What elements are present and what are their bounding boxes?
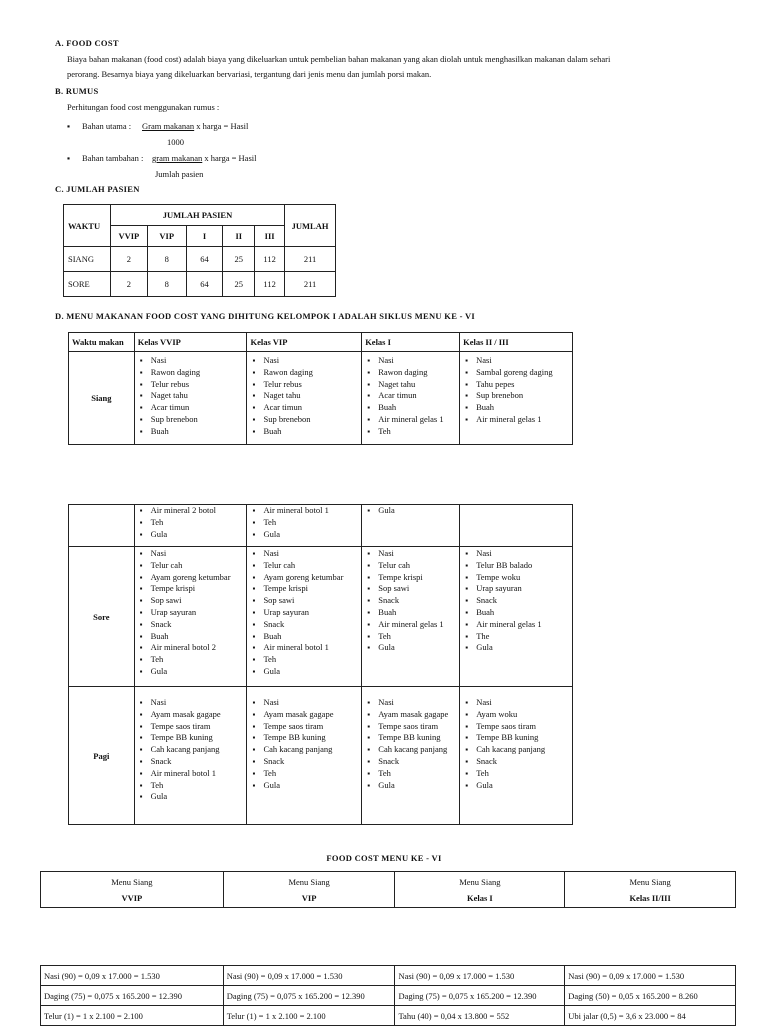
formula-main-rest: x harga = Hasil	[194, 121, 249, 131]
list-item: ▪ Nasi	[135, 548, 247, 560]
list-item: ▪ Snack	[460, 756, 572, 768]
list-item: ▪ Buah	[460, 607, 572, 619]
list-item: ▪ Tempe krispi	[135, 583, 247, 595]
list-item: ▪ Buah	[362, 402, 459, 414]
list-item: ▪ Air mineral botol 1	[135, 768, 247, 780]
list-item: ▪ Gula	[247, 529, 361, 541]
formula-main-numerator: Gram makanan	[142, 121, 195, 131]
section-a-paragraph-line2: perorang. Besarnya biaya yang dikeluarkan bervariasi, tergantung dari jenis menu dan jumlah porsi makan.	[67, 69, 432, 79]
menu-list-pagi-kelas-1	[362, 697, 459, 791]
list-item: ▪ Teh	[362, 768, 459, 780]
menu-row-siang-cont	[69, 505, 573, 547]
list-item: ▪ Nasi	[362, 548, 459, 560]
list-item: ▪ Sop sawi	[362, 583, 459, 595]
list-item: ▪ Air mineral 2 botol	[135, 505, 247, 517]
list-item: ▪ Nasi	[460, 548, 572, 560]
list-item: ▪ Gula	[362, 505, 459, 517]
list-item: ▪ Air mineral gelas 1	[362, 414, 459, 426]
menu-list-siang-vip	[247, 355, 361, 438]
list-item: ▪ Air mineral gelas 1	[362, 619, 459, 631]
food-cost-header-vvip	[41, 872, 224, 908]
list-item: ▪ Air mineral gelas 1	[460, 414, 572, 426]
list-item: ▪ Tempe krispi	[247, 583, 361, 595]
list-item: ▪ Buah	[135, 426, 247, 438]
patient-table-cell: 8	[147, 247, 186, 272]
list-item: ▪ Naget tahu	[362, 379, 459, 391]
calc-cell: Daging (75) = 0,075 x 165.200 = 12.390	[41, 986, 224, 1006]
list-item: ▪ Nasi	[247, 697, 361, 709]
list-item: ▪ Snack	[362, 595, 459, 607]
list-item: ▪ Teh	[135, 517, 247, 529]
calc-cell: Ubi jalar (0,5) = 3,6 x 23.000 = 84	[565, 1006, 736, 1026]
patient-table-cell: 112	[255, 247, 285, 272]
list-item: ▪ Telur rebus	[135, 379, 247, 391]
list-item: ▪ Rawon daging	[247, 367, 361, 379]
formula-main-bullet: ▪	[67, 121, 71, 131]
calc-cell: Daging (75) = 0,075 x 165.200 = 12.390	[395, 986, 565, 1006]
menu-list-cont-kelas-1	[362, 505, 459, 517]
list-item: ▪ Gula	[135, 666, 247, 678]
list-item: ▪ Telur cah	[362, 560, 459, 572]
list-item: ▪ Tempe saos tiram	[460, 721, 572, 733]
list-item: ▪ Air mineral botol 2	[135, 642, 247, 654]
formula-main-denominator: 1000	[167, 137, 184, 147]
list-item: ▪ Ayam goreng ketumbar	[135, 572, 247, 584]
list-item: ▪ Naget tahu	[135, 390, 247, 402]
calc-cell: Tahu (40) = 0,04 x 13.800 = 552	[395, 1006, 565, 1026]
list-item: ▪ Telur rebus	[247, 379, 361, 391]
table-row	[41, 986, 736, 1006]
menu-row-pagi	[69, 687, 573, 825]
patient-table-cell: 2	[110, 247, 147, 272]
formula-extra-denominator: Jumlah pasien	[155, 169, 204, 179]
list-item: ▪ Nasi	[247, 548, 361, 560]
list-item: ▪ Sup brenebon	[460, 390, 572, 402]
list-item: ▪ Cah kacang panjang	[247, 744, 361, 756]
list-item: ▪ Gula	[362, 642, 459, 654]
patient-table-cell: 64	[186, 272, 223, 297]
patient-table-waktu-header: WAKTU	[64, 205, 111, 247]
food-cost-class-label: Kelas I	[466, 892, 493, 903]
list-item: ▪ Nasi	[135, 355, 247, 367]
patient-table-cell: 8	[147, 272, 186, 297]
menu-header-kelas-2-3: Kelas II / III	[460, 333, 573, 352]
list-item: ▪ Ayam masak gagape	[362, 709, 459, 721]
formula-extra-label: Bahan tambahan :	[82, 153, 144, 163]
list-item: ▪ Nasi	[135, 697, 247, 709]
patient-table-total: 211	[285, 272, 336, 297]
menu-header-vvip: Kelas VVIP	[134, 333, 247, 352]
section-a-title: A. FOOD COST	[55, 38, 119, 48]
list-item: ▪ Tempe saos tiram	[362, 721, 459, 733]
formula-main-label: Bahan utama :	[82, 121, 132, 131]
menu-meal-label-sore: Sore	[69, 547, 135, 687]
food-cost-menu-label: Menu Siang	[111, 876, 153, 887]
formula-main	[142, 119, 248, 134]
menu-header-kelas-1: Kelas I	[362, 333, 460, 352]
list-item: ▪ Buah	[135, 631, 247, 643]
list-item: ▪ Urap sayuran	[247, 607, 361, 619]
section-b-intro: Perhitungan food cost menggunakan rumus :	[67, 102, 220, 112]
patient-table-jumlah-pasien-header: JUMLAH PASIEN	[110, 205, 284, 226]
list-item: ▪ Sup brenebon	[247, 414, 361, 426]
list-item: ▪ Nasi	[362, 697, 459, 709]
list-item: ▪ Acar timun	[135, 402, 247, 414]
list-item: ▪ Gula	[362, 780, 459, 792]
list-item: ▪ Teh	[460, 768, 572, 780]
patient-table-cell: 112	[255, 272, 285, 297]
food-cost-header-table	[40, 871, 736, 908]
list-item: ▪ Teh	[362, 426, 459, 438]
menu-list-sore-kelas-1	[362, 548, 459, 654]
list-item: ▪ The	[460, 631, 572, 643]
list-item: ▪ Air mineral botol 1	[247, 505, 361, 517]
list-item: ▪ Sup brenebon	[135, 414, 247, 426]
list-item: ▪ Tempe saos tiram	[247, 721, 361, 733]
calc-cell: Daging (50) = 0,05 x 165.200 = 8.260	[565, 986, 736, 1006]
list-item: ▪ Gula	[247, 666, 361, 678]
patient-table-cell: 25	[223, 247, 255, 272]
patient-table-cell: 64	[186, 247, 223, 272]
list-item: ▪ Gula	[135, 529, 247, 541]
list-item: ▪ Teh	[135, 654, 247, 666]
table-row	[64, 272, 336, 297]
list-item: ▪ Sop sawi	[247, 595, 361, 607]
list-item: ▪ Snack	[247, 756, 361, 768]
list-item: ▪ Gula	[460, 642, 572, 654]
food-cost-class-label: VVIP	[121, 892, 143, 903]
patient-table	[63, 204, 336, 297]
list-item: ▪ Telur cah	[247, 560, 361, 572]
list-item: ▪ Telur cah	[135, 560, 247, 572]
list-item: ▪ Snack	[247, 619, 361, 631]
list-item: ▪ Ayam woku	[460, 709, 572, 721]
patient-table-class-header: VVIP	[110, 226, 147, 247]
patient-table-waktu: SIANG	[64, 247, 111, 272]
menu-list-siang-vvip	[135, 355, 247, 438]
list-item: ▪ Tempe krispi	[362, 572, 459, 584]
patient-table-jumlah-header: JUMLAH	[285, 205, 336, 247]
table-row	[64, 247, 336, 272]
list-item: ▪ Nasi	[362, 355, 459, 367]
list-item: ▪ Sop sawi	[135, 595, 247, 607]
list-item: ▪ Snack	[135, 619, 247, 631]
list-item: ▪ Tahu pepes	[460, 379, 572, 391]
menu-table-continued	[68, 504, 573, 825]
calc-cell: Nasi (90) = 0,09 x 17.000 = 1.530	[223, 966, 395, 986]
patient-table-waktu: SORE	[64, 272, 111, 297]
list-item: ▪ Air mineral botol 1	[247, 642, 361, 654]
calc-cell: Nasi (90) = 0,09 x 17.000 = 1.530	[565, 966, 736, 986]
list-item: ▪ Buah	[460, 402, 572, 414]
calc-cell: Telur (1) = 1 x 2.100 = 2.100	[41, 1006, 224, 1026]
food-cost-calc-table	[40, 965, 736, 1026]
menu-row-siang	[69, 352, 573, 445]
menu-header-waktu: Waktu makan	[69, 333, 135, 352]
patient-table-class-header: III	[255, 226, 285, 247]
list-item: ▪ Ayam goreng ketumbar	[247, 572, 361, 584]
menu-list-sore-vvip	[135, 548, 247, 678]
list-item: ▪ Snack	[362, 756, 459, 768]
list-item: ▪ Telur BB balado	[460, 560, 572, 572]
list-item: ▪ Tempe BB kuning	[460, 732, 572, 744]
patient-table-class-header: I	[186, 226, 223, 247]
formula-extra-numerator: gram makanan	[152, 153, 203, 163]
section-c-title: C. JUMLAH PASIEN	[55, 184, 140, 194]
list-item: ▪ Acar timun	[247, 402, 361, 414]
menu-list-pagi-kelas-2-3	[460, 697, 572, 791]
menu-list-siang-kelas-2-3	[460, 355, 572, 426]
list-item: ▪ Tempe woku	[460, 572, 572, 584]
calc-cell: Telur (1) = 1 x 2.100 = 2.100	[223, 1006, 395, 1026]
food-cost-menu-label: Menu Siang	[288, 876, 330, 887]
list-item: ▪ Rawon daging	[135, 367, 247, 379]
list-item: ▪ Teh	[247, 768, 361, 780]
list-item: ▪ Rawon daging	[362, 367, 459, 379]
formula-extra	[152, 151, 257, 166]
list-item: ▪ Ayam masak gagape	[247, 709, 361, 721]
menu-list-cont-vvip	[135, 505, 247, 540]
calc-cell: Daging (75) = 0,075 x 165.200 = 12.390	[223, 986, 395, 1006]
section-b-title: B. RUMUS	[55, 86, 99, 96]
patient-table-class-header: II	[223, 226, 255, 247]
menu-meal-label-pagi: Pagi	[69, 687, 135, 825]
menu-meal-label-siang: Siang	[69, 352, 135, 445]
menu-list-siang-kelas-1	[362, 355, 459, 438]
list-item: ▪ Ayam masak gagape	[135, 709, 247, 721]
menu-list-pagi-vip	[247, 697, 361, 791]
list-item: ▪ Buah	[362, 607, 459, 619]
menu-list-sore-kelas-2-3	[460, 548, 572, 654]
menu-table-siang	[68, 332, 573, 445]
food-cost-header-kelas-1	[395, 872, 565, 908]
food-cost-header-vip	[223, 872, 395, 908]
list-item: ▪ Buah	[247, 631, 361, 643]
food-cost-menu-label: Menu Siang	[459, 876, 501, 887]
formula-extra-bullet: ▪	[67, 153, 71, 163]
list-item: ▪ Tempe saos tiram	[135, 721, 247, 733]
food-cost-header-kelas-2-3	[565, 872, 736, 908]
list-item: ▪ Teh	[247, 654, 361, 666]
food-cost-menu-label: Menu Siang	[629, 876, 671, 887]
list-item: ▪ Tempe BB kuning	[247, 732, 361, 744]
list-item: ▪ Cah kacang panjang	[135, 744, 247, 756]
food-cost-class-label: VIP	[301, 892, 317, 903]
list-item: ▪ Cah kacang panjang	[362, 744, 459, 756]
list-item: ▪ Gula	[460, 780, 572, 792]
list-item: ▪ Cah kacang panjang	[460, 744, 572, 756]
menu-row-sore	[69, 547, 573, 687]
list-item: ▪ Sambal goreng daging	[460, 367, 572, 379]
list-item: ▪ Urap sayuran	[460, 583, 572, 595]
section-a-paragraph-line1: Biaya bahan makanan (food cost) adalah biaya yang dikeluarkan untuk pembelian bahan makanan yang akan diolah untuk menghasilkan makanan dalam sehari	[67, 54, 611, 64]
table-row	[41, 1006, 736, 1026]
food-cost-class-label: Kelas II/III	[629, 892, 671, 903]
list-item: ▪ Nasi	[460, 355, 572, 367]
calc-cell: Nasi (90) = 0,09 x 17.000 = 1.530	[41, 966, 224, 986]
list-item: ▪ Tempe BB kuning	[362, 732, 459, 744]
list-item: ▪ Nasi	[460, 697, 572, 709]
patient-table-class-header: VIP	[147, 226, 186, 247]
list-item: ▪ Teh	[135, 780, 247, 792]
patient-table-cell: 25	[223, 272, 255, 297]
menu-list-sore-vip	[247, 548, 361, 678]
list-item: ▪ Gula	[135, 791, 247, 803]
menu-list-pagi-vvip	[135, 697, 247, 803]
list-item: ▪ Naget tahu	[247, 390, 361, 402]
list-item: ▪ Snack	[135, 756, 247, 768]
patient-table-cell: 2	[110, 272, 147, 297]
list-item: ▪ Nasi	[247, 355, 361, 367]
list-item: ▪ Acar timun	[362, 390, 459, 402]
calc-cell: Nasi (90) = 0,09 x 17.000 = 1.530	[395, 966, 565, 986]
list-item: ▪ Teh	[247, 517, 361, 529]
patient-table-total: 211	[285, 247, 336, 272]
list-item: ▪ Snack	[460, 595, 572, 607]
table-row	[41, 966, 736, 986]
list-item: ▪ Gula	[247, 780, 361, 792]
list-item: ▪ Buah	[247, 426, 361, 438]
list-item: ▪ Tempe BB kuning	[135, 732, 247, 744]
section-d-title: D. MENU MAKANAN FOOD COST YANG DIHITUNG KELOMPOK I ADALAH SIKLUS MENU KE - VI	[55, 311, 476, 321]
formula-extra-rest: x harga = Hasil	[202, 153, 257, 163]
menu-list-cont-vip	[247, 505, 361, 540]
list-item: ▪ Air mineral gelas 1	[460, 619, 572, 631]
food-cost-title: FOOD COST MENU KE - VI	[326, 853, 442, 863]
list-item: ▪ Urap sayuran	[135, 607, 247, 619]
menu-header-vip: Kelas VIP	[247, 333, 362, 352]
list-item: ▪ Teh	[362, 631, 459, 643]
